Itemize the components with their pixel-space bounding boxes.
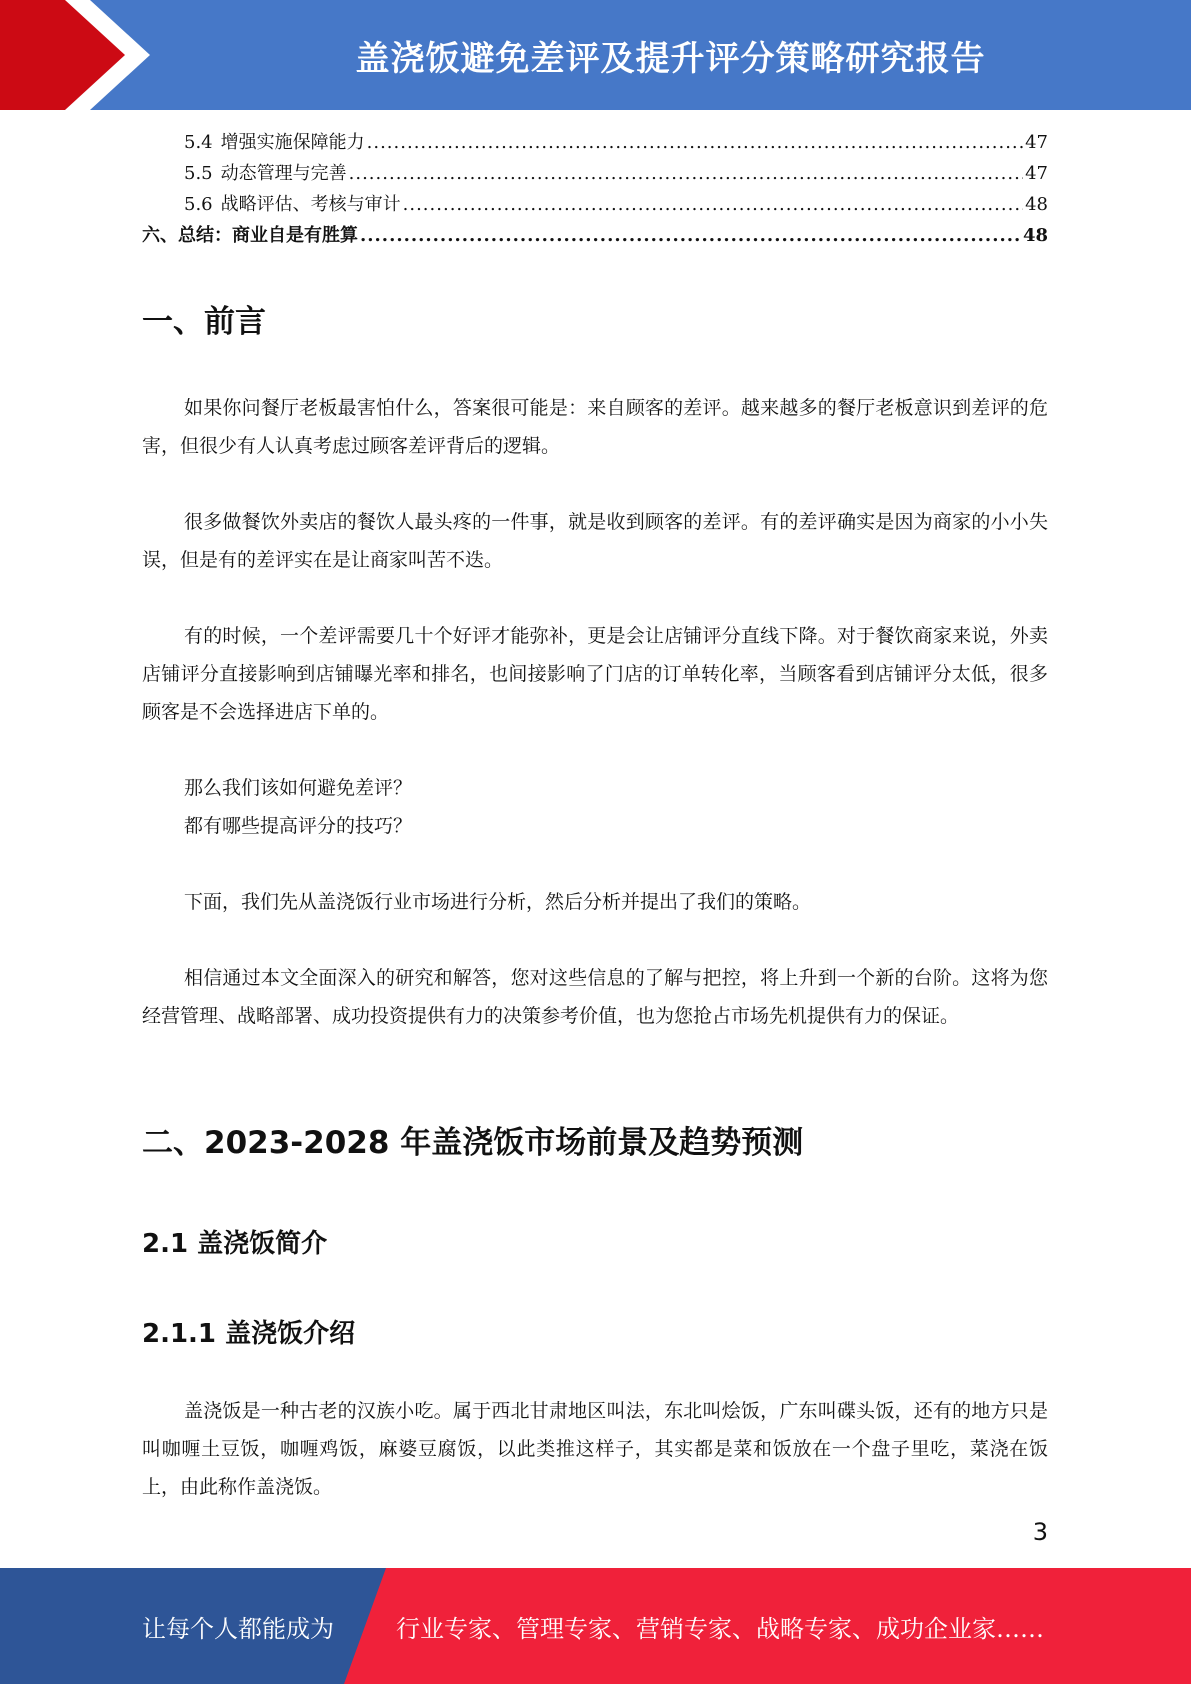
body-paragraph: 都有哪些提高评分的技巧？ bbox=[184, 815, 413, 837]
body-paragraph: 如果你问餐厅老板最害怕什么，答案很可能是：来自顾客的差评。越来越多的餐厅老板意识到差评的危害，但很少有人认真考虑过顾客差评背后的逻辑。 bbox=[142, 397, 1048, 457]
toc-leader-dots bbox=[349, 163, 1023, 184]
toc-entry-number: 5.4 bbox=[184, 132, 213, 153]
body-paragraph: 相信通过本文全面深入的研究和解答，您对这些信息的了解与把控，将上升到一个新的台阶。这将为您经营管理、战略部署、成功投资提供有力的决策参考价值，也为您抢占市场先机提供有力的保证。 bbox=[142, 967, 1048, 1027]
page-number: 3 bbox=[1032, 1518, 1048, 1546]
toc-leader-dots bbox=[403, 194, 1023, 215]
table-of-contents bbox=[142, 128, 1048, 252]
footer-slogan-right: 行业专家、管理专家、营销专家、战略专家、成功企业家…… bbox=[396, 1614, 1044, 1643]
footer-slogan-left: 让每个人都能成为 bbox=[142, 1614, 334, 1643]
body-paragraph: 那么我们该如何避免差评？ bbox=[184, 777, 413, 799]
section-heading-market-outlook: 二、2023-2028 年盖浇饭市场前景及趋势预测 bbox=[142, 1125, 804, 1161]
report-title: 盖浇饭避免差评及提升评分策略研究报告 bbox=[355, 38, 986, 79]
toc-entry-title: 战略评估、考核与审计 bbox=[220, 194, 401, 215]
toc-entry-number: 5.6 bbox=[184, 194, 213, 215]
toc-entry-page: 48 bbox=[1022, 225, 1048, 246]
header-banner bbox=[0, 0, 1191, 110]
subsection-heading: 2.1.1 盖浇饭介绍 bbox=[142, 1319, 356, 1349]
toc-entry-page: 47 bbox=[1025, 132, 1048, 153]
body-paragraph: 盖浇饭是一种古老的汉族小吃。属于西北甘肃地区叫法，东北叫烩饭，广东叫碟头饭，还有的地方只是叫咖喱土豆饭，咖喱鸡饭，麻婆豆腐饭，以此类推这样子，其实都是菜和饭放在一个盘子里吃，菜浇在饭上，由此称作盖浇饭。 bbox=[142, 1400, 1048, 1498]
section-heading-preface: 一、前言 bbox=[142, 304, 266, 340]
toc-entry-page: 48 bbox=[1025, 194, 1048, 215]
toc-entry-title: 动态管理与完善 bbox=[220, 163, 347, 184]
body-paragraph: 下面，我们先从盖浇饭行业市场进行分析，然后分析并提出了我们的策略。 bbox=[184, 891, 812, 913]
subsection-heading: 2.1 盖浇饭简介 bbox=[142, 1229, 328, 1259]
toc-entry[interactable] bbox=[142, 128, 1048, 159]
toc-entry-number: 六、 bbox=[142, 225, 178, 246]
toc-entry[interactable] bbox=[142, 221, 1048, 252]
toc-entry-title: 增强实施保障能力 bbox=[220, 132, 365, 153]
toc-entry[interactable] bbox=[142, 190, 1048, 221]
toc-entry-page: 47 bbox=[1025, 163, 1048, 184]
toc-entry-title: 总结：商业自是有胜算 bbox=[178, 225, 358, 246]
toc-entry-number: 5.5 bbox=[184, 163, 213, 184]
toc-leader-dots bbox=[360, 225, 1021, 246]
body-paragraph: 有的时候，一个差评需要几十个好评才能弥补，更是会让店铺评分直线下降。对于餐饮商家来说，外卖店铺评分直接影响到店铺曝光率和排名，也间接影响了门店的订单转化率，当顾客看到店铺评分太低，很多顾客是不会选择进店下单的。 bbox=[142, 625, 1048, 723]
toc-leader-dots bbox=[367, 132, 1023, 153]
toc-entry[interactable] bbox=[142, 159, 1048, 190]
footer-banner bbox=[0, 1568, 1191, 1684]
body-paragraph: 很多做餐饮外卖店的餐饮人最头疼的一件事，就是收到顾客的差评。有的差评确实是因为商家的小小失误，但是有的差评实在是让商家叫苦不迭。 bbox=[142, 511, 1048, 571]
